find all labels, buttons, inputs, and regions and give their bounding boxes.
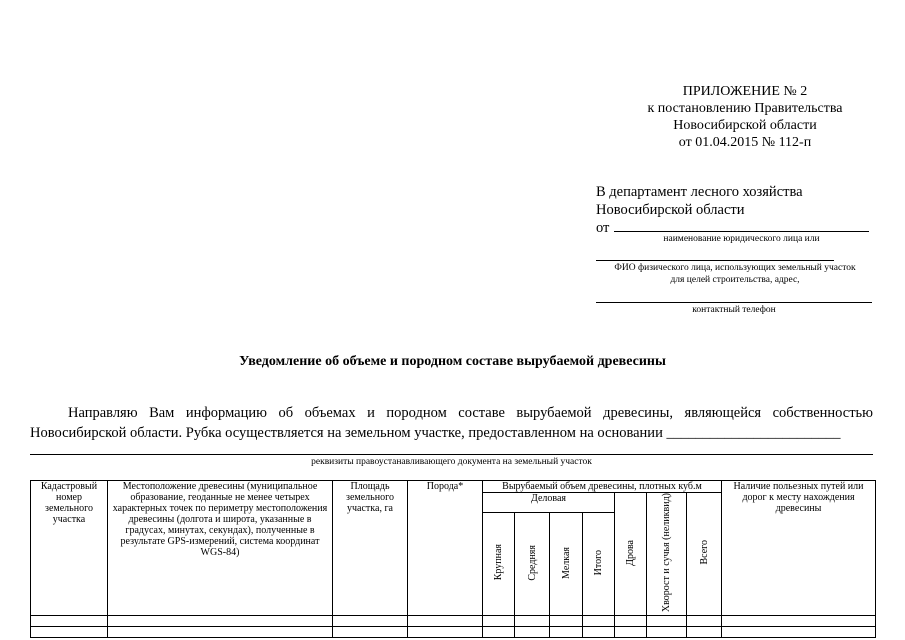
appendix-region: Новосибирской области	[673, 118, 817, 133]
table-cell[interactable]	[408, 627, 483, 638]
document-title: Уведомление об объеме и породном составе вырубаемой древесины	[239, 354, 666, 369]
table-cell[interactable]	[483, 616, 515, 627]
header-small: Мелкая	[560, 546, 572, 579]
header-firewood: Дрова	[625, 539, 636, 566]
hint-requisites: реквизиты правоустанавливающего документа на земельный участок	[311, 457, 592, 467]
table-cell[interactable]	[550, 616, 583, 627]
appendix-date-number: от 01.04.2015 № 112-п	[678, 135, 812, 150]
table-cell[interactable]	[31, 616, 108, 627]
appendix-resolution: к постановлению Правительства	[647, 101, 843, 116]
table-cell[interactable]	[583, 616, 615, 627]
requisites-field-line[interactable]	[30, 454, 873, 455]
table-cell[interactable]	[408, 616, 483, 627]
header-business: Деловая	[483, 493, 615, 513]
header-total: Всего	[698, 540, 710, 565]
table-row	[31, 616, 876, 627]
from-field-line[interactable]	[614, 231, 869, 232]
table-cell[interactable]	[687, 627, 722, 638]
header-total-business-cell	[583, 512, 615, 615]
from-label: от	[596, 220, 610, 236]
hint-legal-entity: наименование юридического лица или	[663, 234, 820, 244]
appendix-header	[600, 83, 890, 151]
table-cell[interactable]	[615, 627, 647, 638]
header-cadastral: Кадастровый номер земельного участка	[31, 481, 108, 616]
table-row	[31, 627, 876, 638]
header-total-business: Итого	[593, 549, 604, 576]
table-cell[interactable]	[108, 627, 333, 638]
header-firewood-cell	[615, 493, 647, 616]
header-species: Порода*	[408, 481, 483, 616]
volume-table	[30, 480, 876, 638]
table-cell[interactable]	[647, 616, 687, 627]
header-volume: Вырубаемый объем древесины, плотных куб.м	[483, 481, 722, 493]
appendix-title: ПРИЛОЖЕНИЕ № 2	[682, 84, 808, 99]
table-cell[interactable]	[515, 627, 550, 638]
table-cell[interactable]	[647, 627, 687, 638]
table-cell[interactable]	[108, 616, 333, 627]
header-medium: Средняя	[526, 544, 538, 581]
hint-individual: ФИО физического лица, использующих земельный участок	[614, 263, 856, 273]
addressee-block	[596, 183, 803, 237]
header-total-cell	[687, 493, 722, 616]
header-small-cell	[550, 512, 583, 615]
notification-paragraph: Направляю Вам информацию об объемах и породном составе вырубаемой древесины, являющейся собственностью Новосибирской области. Рубка осуществляется на земельном участке, предоставленном на основании ________________________	[30, 405, 873, 441]
header-brushwood: Хворост и сучья (неликвид)	[661, 493, 672, 613]
table-cell[interactable]	[687, 616, 722, 627]
name-field-line[interactable]	[596, 260, 834, 261]
table-cell[interactable]	[722, 627, 876, 638]
addressee-department: В департамент лесного хозяйства	[596, 184, 803, 200]
table-cell[interactable]	[333, 616, 408, 627]
addressee-region: Новосибирской области	[596, 202, 745, 218]
table-cell[interactable]	[615, 616, 647, 627]
header-brushwood-cell	[647, 493, 687, 616]
table-cell[interactable]	[333, 627, 408, 638]
table-cell[interactable]	[722, 616, 876, 627]
address-field-line[interactable]	[596, 302, 872, 303]
table-cell[interactable]	[515, 616, 550, 627]
table-cell[interactable]	[483, 627, 515, 638]
hint-phone: контактный телефон	[692, 305, 776, 315]
header-location: Местоположение древесины (муниципальное образование, геоданные не менее четырех характерных точек по периметру местоположения древесины (долгота и широта, указанные в градусах, минутах, секундах), полученные в результате GPS-измерений, система координат WGS-84)	[108, 481, 333, 616]
table-cell[interactable]	[583, 627, 615, 638]
table-cell[interactable]	[31, 627, 108, 638]
header-roads: Наличие польезных путей или дорог к месту нахождения древесины	[722, 481, 876, 616]
header-medium-cell	[515, 512, 550, 615]
header-large-cell	[483, 512, 515, 615]
hint-purpose-address: для целей строительства, адрес,	[670, 275, 800, 285]
header-large: Крупная	[493, 544, 504, 581]
header-area: Площадь земельного участка, га	[333, 481, 408, 616]
table-cell[interactable]	[550, 627, 583, 638]
